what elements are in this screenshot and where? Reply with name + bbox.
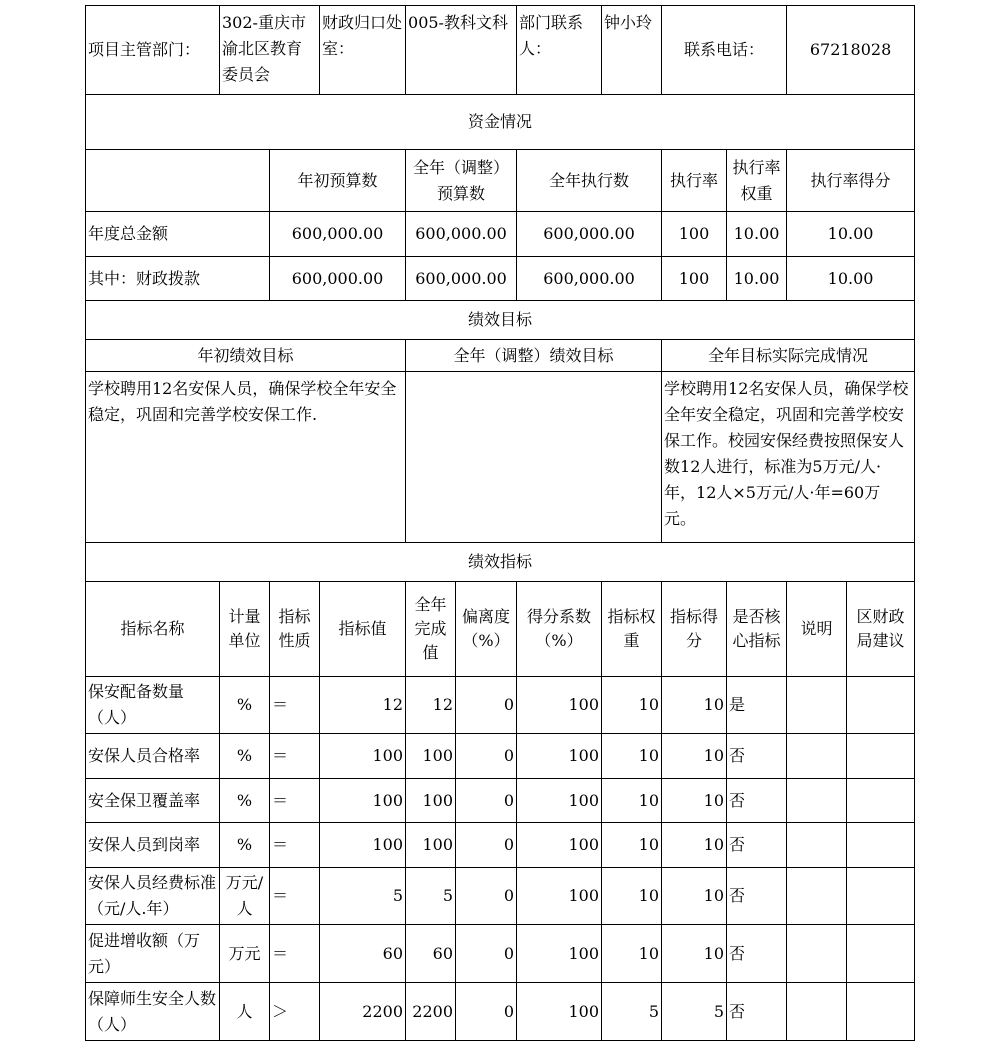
ind-weight: 10 — [602, 677, 662, 734]
ind-unit: % — [220, 779, 270, 823]
funds-row-fiscal — [86, 257, 915, 301]
office-label: 财政归口处室： — [320, 6, 406, 95]
ind-name: 促进增收额（万元） — [86, 925, 220, 983]
ind-nature: ＝ — [270, 823, 320, 868]
ind-weight: 10 — [602, 925, 662, 983]
ind-core: 是 — [727, 677, 787, 734]
goals-initial-text: 学校聘用12名安保人员，确保学校全年安全稳定，巩固和完善学校安保工作. — [86, 372, 406, 543]
dept-label: 项目主管部门： — [86, 6, 220, 95]
office-value: 005-教科文科 — [406, 6, 517, 95]
ind-col-unit: 计量单位 — [220, 582, 270, 677]
ind-col-note: 说明 — [787, 582, 847, 677]
contact-label: 部门联系人： — [517, 6, 602, 95]
table-row — [86, 925, 915, 983]
ind-nature: ＞ — [270, 983, 320, 1041]
goals-header-row — [86, 340, 915, 372]
ind-target: 2200 — [320, 983, 406, 1041]
ind-col-advice: 区财政局建议 — [847, 582, 915, 677]
ind-coef: 100 — [517, 734, 602, 779]
funds-col-weight: 执行率权重 — [727, 150, 787, 212]
ind-col-name: 指标名称 — [86, 582, 220, 677]
goals-col-initial: 年初绩效目标 — [86, 340, 406, 372]
ind-coef: 100 — [517, 925, 602, 983]
ind-col-core: 是否核心指标 — [727, 582, 787, 677]
ind-col-actual: 全年完成值 — [406, 582, 456, 677]
ind-note — [787, 868, 847, 925]
ind-name: 安保人员到岗率 — [86, 823, 220, 868]
ind-advice — [847, 983, 915, 1041]
ind-nature: ＝ — [270, 734, 320, 779]
funds-cell: 10.00 — [787, 212, 915, 257]
funds-cell: 10.00 — [727, 257, 787, 301]
ind-name: 安保人员经费标准（元/人.年） — [86, 868, 220, 925]
indicators-section-title: 绩效指标 — [86, 543, 915, 582]
goals-actual-text: 学校聘用12名安保人员，确保学校全年安全稳定，巩固和完善学校安保工作。校园安保经费按照保安人数12人进行，标准为5万元/人·年，12人×5万元/人·年=60万元。 — [662, 372, 915, 543]
ind-unit: 万元/人 — [220, 868, 270, 925]
ind-name: 保安配备数量（人） — [86, 677, 220, 734]
ind-actual: 100 — [406, 823, 456, 868]
funds-header-blank — [86, 150, 270, 212]
ind-unit: % — [220, 677, 270, 734]
ind-target: 100 — [320, 779, 406, 823]
ind-core: 否 — [727, 983, 787, 1041]
funds-col-score: 执行率得分 — [787, 150, 915, 212]
ind-col-deviation: 偏离度（%） — [456, 582, 517, 677]
ind-weight: 5 — [602, 983, 662, 1041]
ind-unit: 人 — [220, 983, 270, 1041]
funds-cell: 100 — [662, 212, 727, 257]
ind-unit: 万元 — [220, 925, 270, 983]
header-row — [86, 6, 915, 95]
funds-col-rate: 执行率 — [662, 150, 727, 212]
funds-col-initial: 年初预算数 — [270, 150, 406, 212]
funds-row-label: 其中：财政拨款 — [86, 257, 270, 301]
ind-deviation: 0 — [456, 677, 517, 734]
ind-score: 10 — [662, 823, 727, 868]
ind-deviation: 0 — [456, 925, 517, 983]
funds-cell: 600,000.00 — [406, 212, 517, 257]
table-row — [86, 734, 915, 779]
ind-core: 否 — [727, 823, 787, 868]
funds-row-label: 年度总金额 — [86, 212, 270, 257]
funds-col-adjusted: 全年（调整）预算数 — [406, 150, 517, 212]
ind-score: 10 — [662, 925, 727, 983]
funds-section-row — [86, 95, 915, 150]
ind-weight: 10 — [602, 734, 662, 779]
funds-section-title: 资金情况 — [86, 95, 915, 150]
ind-name: 安保人员合格率 — [86, 734, 220, 779]
table-row — [86, 868, 915, 925]
ind-advice — [847, 734, 915, 779]
ind-coef: 100 — [517, 983, 602, 1041]
ind-target: 60 — [320, 925, 406, 983]
ind-actual: 100 — [406, 734, 456, 779]
ind-weight: 10 — [602, 779, 662, 823]
ind-deviation: 0 — [456, 779, 517, 823]
funds-cell: 100 — [662, 257, 727, 301]
funds-cell: 10.00 — [727, 212, 787, 257]
ind-score: 10 — [662, 868, 727, 925]
ind-coef: 100 — [517, 779, 602, 823]
dept-value: 302-重庆市渝北区教育委员会 — [220, 6, 320, 95]
ind-score: 10 — [662, 734, 727, 779]
ind-weight: 10 — [602, 868, 662, 925]
ind-advice — [847, 925, 915, 983]
ind-name: 保障师生安全人数（人） — [86, 983, 220, 1041]
ind-actual: 12 — [406, 677, 456, 734]
goals-section-row — [86, 301, 915, 340]
funds-cell: 10.00 — [787, 257, 915, 301]
ind-advice — [847, 823, 915, 868]
ind-advice — [847, 779, 915, 823]
ind-note — [787, 983, 847, 1041]
ind-coef: 100 — [517, 868, 602, 925]
phone-value: 67218028 — [787, 6, 915, 95]
ind-nature: ＝ — [270, 925, 320, 983]
goals-content-row — [86, 372, 915, 543]
ind-col-coef: 得分系数（%） — [517, 582, 602, 677]
ind-note — [787, 779, 847, 823]
ind-note — [787, 823, 847, 868]
performance-table — [85, 5, 915, 1041]
ind-actual: 60 — [406, 925, 456, 983]
ind-deviation: 0 — [456, 868, 517, 925]
ind-col-target: 指标值 — [320, 582, 406, 677]
ind-actual: 5 — [406, 868, 456, 925]
ind-advice — [847, 868, 915, 925]
ind-score: 10 — [662, 677, 727, 734]
ind-advice — [847, 677, 915, 734]
contact-value: 钟小玲 — [602, 6, 662, 95]
ind-col-weight: 指标权重 — [602, 582, 662, 677]
ind-unit: % — [220, 823, 270, 868]
funds-row-total — [86, 212, 915, 257]
ind-actual: 2200 — [406, 983, 456, 1041]
funds-col-executed: 全年执行数 — [517, 150, 662, 212]
ind-score: 5 — [662, 983, 727, 1041]
goals-col-adjusted: 全年（调整）绩效目标 — [406, 340, 662, 372]
ind-deviation: 0 — [456, 734, 517, 779]
table-row — [86, 983, 915, 1041]
ind-weight: 10 — [602, 823, 662, 868]
ind-core: 否 — [727, 779, 787, 823]
funds-cell: 600,000.00 — [517, 257, 662, 301]
table-row — [86, 779, 915, 823]
ind-unit: % — [220, 734, 270, 779]
ind-coef: 100 — [517, 823, 602, 868]
ind-core: 否 — [727, 734, 787, 779]
goals-col-actual: 全年目标实际完成情况 — [662, 340, 915, 372]
goals-adjusted-text — [406, 372, 662, 543]
ind-nature: ＝ — [270, 677, 320, 734]
ind-coef: 100 — [517, 677, 602, 734]
funds-header-row — [86, 150, 915, 212]
ind-target: 12 — [320, 677, 406, 734]
funds-cell: 600,000.00 — [270, 257, 406, 301]
goals-section-title: 绩效目标 — [86, 301, 915, 340]
ind-target: 5 — [320, 868, 406, 925]
ind-actual: 100 — [406, 779, 456, 823]
indicators-section-row — [86, 543, 915, 582]
phone-label: 联系电话： — [662, 6, 787, 95]
ind-target: 100 — [320, 823, 406, 868]
ind-nature: ＝ — [270, 779, 320, 823]
table-row — [86, 677, 915, 734]
funds-cell: 600,000.00 — [270, 212, 406, 257]
ind-name: 安全保卫覆盖率 — [86, 779, 220, 823]
indicators-header-row — [86, 582, 915, 677]
ind-deviation: 0 — [456, 823, 517, 868]
ind-note — [787, 677, 847, 734]
ind-core: 否 — [727, 925, 787, 983]
ind-note — [787, 734, 847, 779]
funds-cell: 600,000.00 — [517, 212, 662, 257]
ind-nature: ＝ — [270, 868, 320, 925]
ind-note — [787, 925, 847, 983]
ind-col-nature: 指标性质 — [270, 582, 320, 677]
ind-score: 10 — [662, 779, 727, 823]
ind-deviation: 0 — [456, 983, 517, 1041]
ind-col-score: 指标得分 — [662, 582, 727, 677]
table-row — [86, 823, 915, 868]
ind-core: 否 — [727, 868, 787, 925]
funds-cell: 600,000.00 — [406, 257, 517, 301]
ind-target: 100 — [320, 734, 406, 779]
